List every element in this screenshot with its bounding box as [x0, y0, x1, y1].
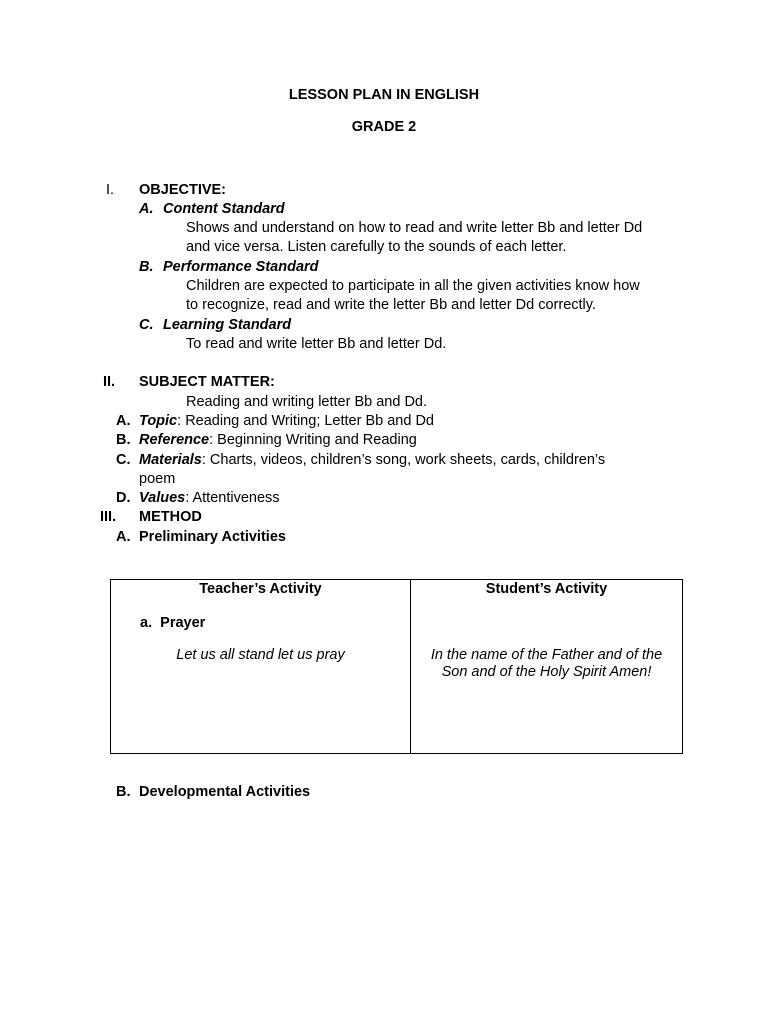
- values-line: [139, 489, 280, 508]
- reference-label: Reference: [139, 432, 210, 448]
- materials-text: : Charts, videos, children’s song, work sheets, cards, children’s: [201, 452, 606, 468]
- performance-standard-text-1: Children are expected to participate in all the given activities know how: [186, 278, 640, 294]
- reference-line: [139, 431, 417, 450]
- prayer-heading: [140, 614, 205, 633]
- section-numeral-objective: I.: [106, 182, 115, 198]
- document-title: LESSON PLAN IN ENGLISH: [288, 87, 480, 103]
- performance-standard-text-2: to recognize, read and write the letter Bb and letter Dd correctly.: [186, 297, 596, 313]
- content-standard-text-2: and vice versa. Listen carefully to the sounds of each letter.: [186, 239, 567, 255]
- student-prayer-text-1: In the name of the Father and of the: [430, 647, 663, 663]
- prayer-marker: a.: [140, 615, 153, 631]
- developmental-marker: B.: [116, 784, 131, 800]
- materials-marker: C.: [116, 452, 131, 468]
- student-activity-header: Student’s Activity: [485, 581, 608, 597]
- content-standard-label: Content Standard: [163, 201, 285, 217]
- subject-matter-heading: SUBJECT MATTER:: [139, 374, 275, 390]
- teacher-activity-header: Teacher’s Activity: [199, 581, 322, 597]
- student-prayer-text-2: Son and of the Holy Spirit Amen!: [441, 664, 652, 680]
- teacher-prayer-text: Let us all stand let us pray: [176, 647, 345, 663]
- topic-text: : Reading and Writing; Letter Bb and Dd: [177, 413, 434, 429]
- grade-label: GRADE 2: [351, 119, 417, 135]
- values-label: Values: [139, 490, 186, 506]
- prayer-label: Prayer: [160, 615, 206, 631]
- method-heading: METHOD: [139, 509, 202, 525]
- reference-text: : Beginning Writing and Reading: [209, 432, 417, 448]
- learning-standard-text: To read and write letter Bb and letter Dd.: [186, 336, 447, 352]
- materials-label: Materials: [139, 452, 202, 468]
- subject-matter-summary: Reading and writing letter Bb and Dd.: [186, 394, 428, 410]
- values-text: : Attentiveness: [185, 490, 280, 506]
- activities-table: [110, 579, 683, 754]
- objective-heading: OBJECTIVE:: [139, 182, 227, 198]
- table-row: [111, 580, 683, 754]
- content-standard-marker: A.: [139, 201, 154, 217]
- performance-standard-label: Performance Standard: [163, 259, 319, 275]
- content-standard-text-1: Shows and understand on how to read and write letter Bb and letter Dd: [186, 220, 643, 236]
- topic-marker: A.: [116, 413, 131, 429]
- topic-label: Topic: [139, 413, 178, 429]
- developmental-activities-heading: Developmental Activities: [139, 784, 311, 800]
- preliminary-activities-heading: Preliminary Activities: [139, 529, 286, 545]
- performance-standard-marker: B.: [139, 259, 154, 275]
- section-numeral-subject: II.: [103, 374, 116, 390]
- teacher-activity-cell: [111, 580, 411, 754]
- learning-standard-marker: C.: [139, 317, 154, 333]
- learning-standard-label: Learning Standard: [163, 317, 292, 333]
- materials-text-2: poem: [139, 471, 176, 487]
- student-activity-cell: [411, 580, 683, 754]
- reference-marker: B.: [116, 432, 131, 448]
- values-marker: D.: [116, 490, 131, 506]
- materials-line: [139, 451, 605, 470]
- section-numeral-method: III.: [100, 509, 117, 525]
- preliminary-marker: A.: [116, 529, 131, 545]
- topic-line: [139, 412, 434, 431]
